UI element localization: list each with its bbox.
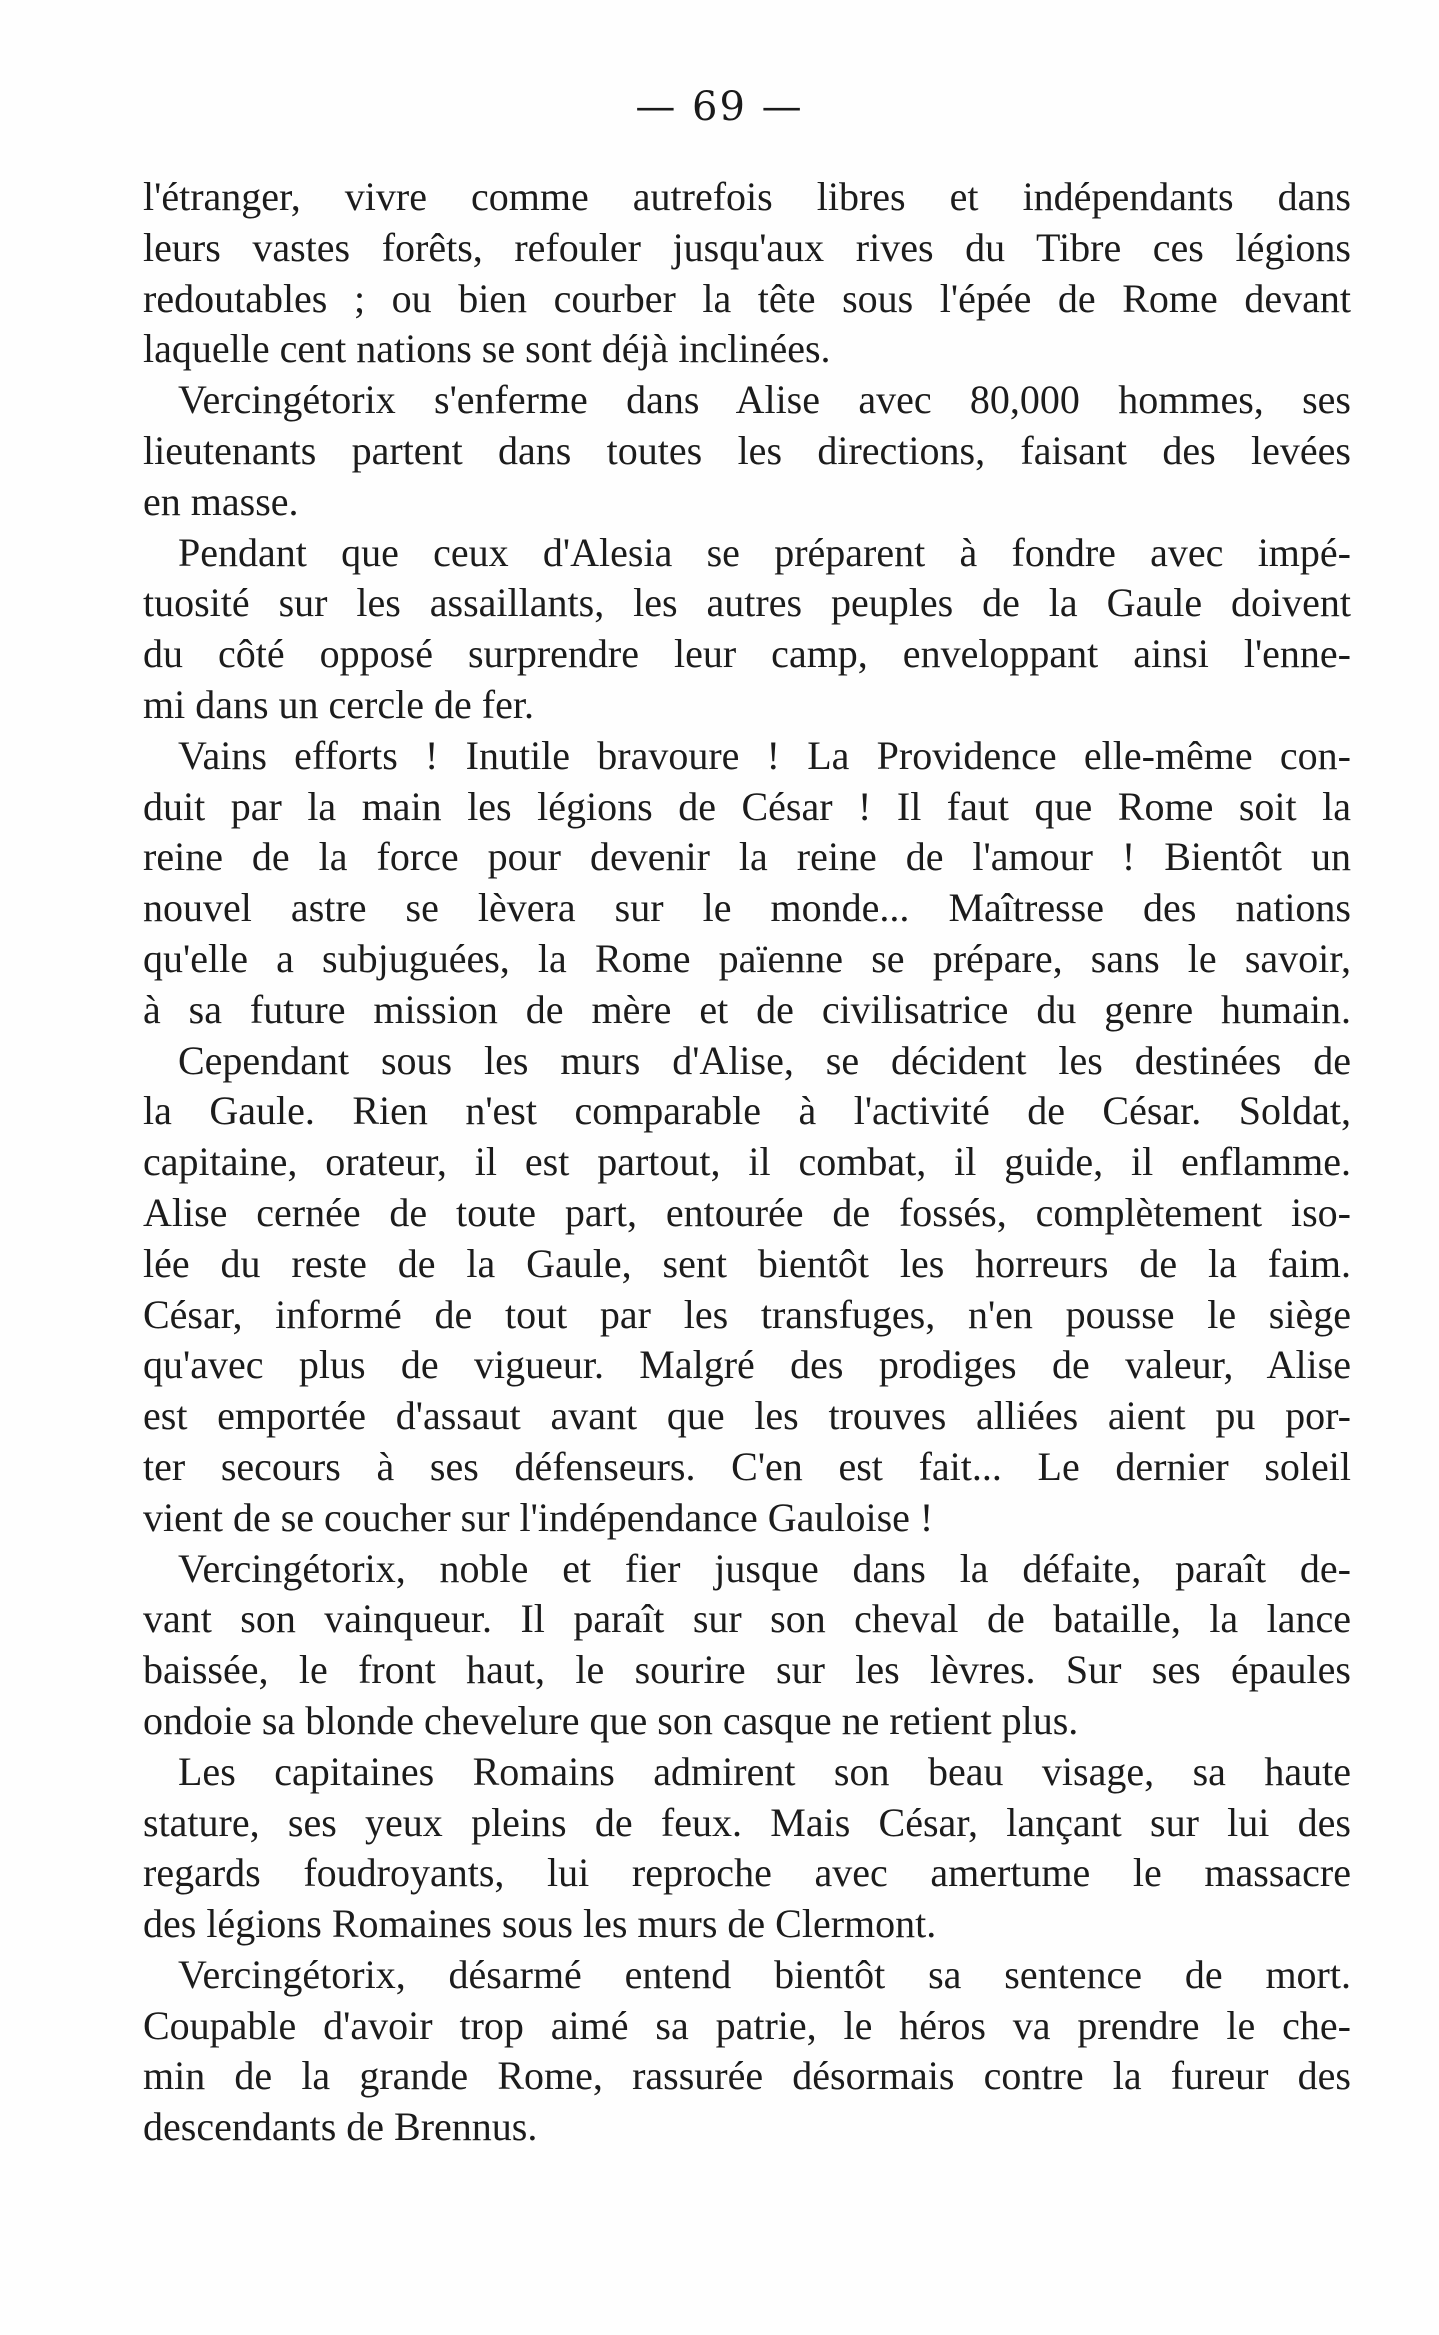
text-line: est emportée d'assaut avant que les trouves alliées aient pu por- bbox=[143, 1393, 1351, 1439]
text-line: descendants de Brennus. bbox=[143, 2104, 538, 2150]
text-line: Vercingétorix, noble et fier jusque dans la défaite, paraît de- bbox=[178, 1545, 1351, 1591]
text-line: stature, ses yeux pleins de feux. Mais César, lançant sur lui des bbox=[143, 1799, 1351, 1845]
text-line: qu'elle a subjuguées, la Rome païenne se prépare, sans le savoir, bbox=[143, 935, 1351, 981]
paragraph bbox=[143, 1036, 1351, 1544]
text-line: redoutables ; ou bien courber la tête sous l'épée de Rome devant bbox=[143, 275, 1351, 321]
text-line: la Gaule. Rien n'est comparable à l'activité de César. Soldat, bbox=[143, 1088, 1351, 1134]
page-number: — 69 — bbox=[635, 84, 804, 130]
text-line: ter secours à ses défenseurs. C'en est fait... Le dernier soleil bbox=[143, 1443, 1351, 1489]
paragraph bbox=[143, 1950, 1351, 2153]
text-line: min de la grande Rome, rassurée désormais contre la fureur des bbox=[143, 2053, 1351, 2099]
text-line: à sa future mission de mère et de civilisatrice du genre humain. bbox=[143, 986, 1351, 1032]
text-line: lée du reste de la Gaule, sent bientôt les horreurs de la faim. bbox=[143, 1240, 1351, 1286]
text-line: Les capitaines Romains admirent son beau visage, sa haute bbox=[178, 1748, 1351, 1794]
text-line: vient de se coucher sur l'indépendance Gauloise ! bbox=[143, 1494, 934, 1540]
text-line: en masse. bbox=[143, 478, 299, 524]
paragraph bbox=[143, 375, 1351, 527]
text-line: reine de la force pour devenir la reine de l'amour ! Bientôt un bbox=[143, 834, 1351, 880]
text-line: Alise cernée de toute part, entourée de fossés, complètement iso- bbox=[143, 1189, 1351, 1235]
text-line: Vains efforts ! Inutile bravoure ! La Providence elle-même con- bbox=[178, 732, 1351, 778]
text-line: nouvel astre se lèvera sur le monde... Maîtresse des nations bbox=[143, 885, 1351, 931]
text-line: leurs vastes forêts, refouler jusqu'aux rives du Tibre ces légions bbox=[143, 224, 1351, 270]
paragraph bbox=[143, 172, 1351, 375]
paragraph bbox=[143, 1747, 1351, 1950]
text-line: Cependant sous les murs d'Alise, se décident les destinées de bbox=[178, 1037, 1351, 1083]
text-line: ondoie sa blonde chevelure que son casque ne retient plus. bbox=[143, 1697, 1079, 1743]
text-line: César, informé de tout par les transfuges, n'en pousse le siège bbox=[143, 1291, 1351, 1337]
text-line: duit par la main les légions de César ! Il faut que Rome soit la bbox=[143, 783, 1351, 829]
text-line: lieutenants partent dans toutes les directions, faisant des levées bbox=[143, 427, 1351, 473]
text-line: baissée, le front haut, le sourire sur les lèvres. Sur ses épaules bbox=[143, 1647, 1351, 1693]
text-line: regards foudroyants, lui reproche avec amertume le massacre bbox=[143, 1850, 1351, 1896]
paragraph bbox=[143, 528, 1351, 731]
text-line: qu'avec plus de vigueur. Malgré des prodiges de valeur, Alise bbox=[143, 1342, 1351, 1388]
text-line: Vercingétorix s'enferme dans Alise avec 80,000 hommes, ses bbox=[178, 377, 1351, 423]
body-text bbox=[143, 172, 1351, 2153]
text-line: Coupable d'avoir trop aimé sa patrie, le héros va prendre le che- bbox=[143, 2002, 1351, 2048]
paragraph bbox=[143, 731, 1351, 1036]
text-line: l'étranger, vivre comme autrefois libres et indépendants dans bbox=[143, 174, 1351, 219]
paragraph bbox=[143, 1544, 1351, 1747]
text-line: tuosité sur les assaillants, les autres peuples de la Gaule doivent bbox=[143, 580, 1351, 626]
text-line: du côté opposé surprendre leur camp, enveloppant ainsi l'enne- bbox=[143, 631, 1351, 677]
text-line: laquelle cent nations se sont déjà inclinées. bbox=[143, 326, 831, 372]
text-line: mi dans un cercle de fer. bbox=[143, 681, 534, 727]
text-line: vant son vainqueur. Il paraît sur son cheval de bataille, la lance bbox=[143, 1596, 1351, 1642]
text-line: capitaine, orateur, il est partout, il combat, il guide, il enflamme. bbox=[143, 1139, 1351, 1185]
text-line: Vercingétorix, désarmé entend bientôt sa sentence de mort. bbox=[178, 1951, 1351, 1997]
text-line: Pendant que ceux d'Alesia se préparent à fondre avec impé- bbox=[178, 529, 1351, 575]
text-line: des légions Romaines sous les murs de Clermont. bbox=[143, 1901, 937, 1947]
